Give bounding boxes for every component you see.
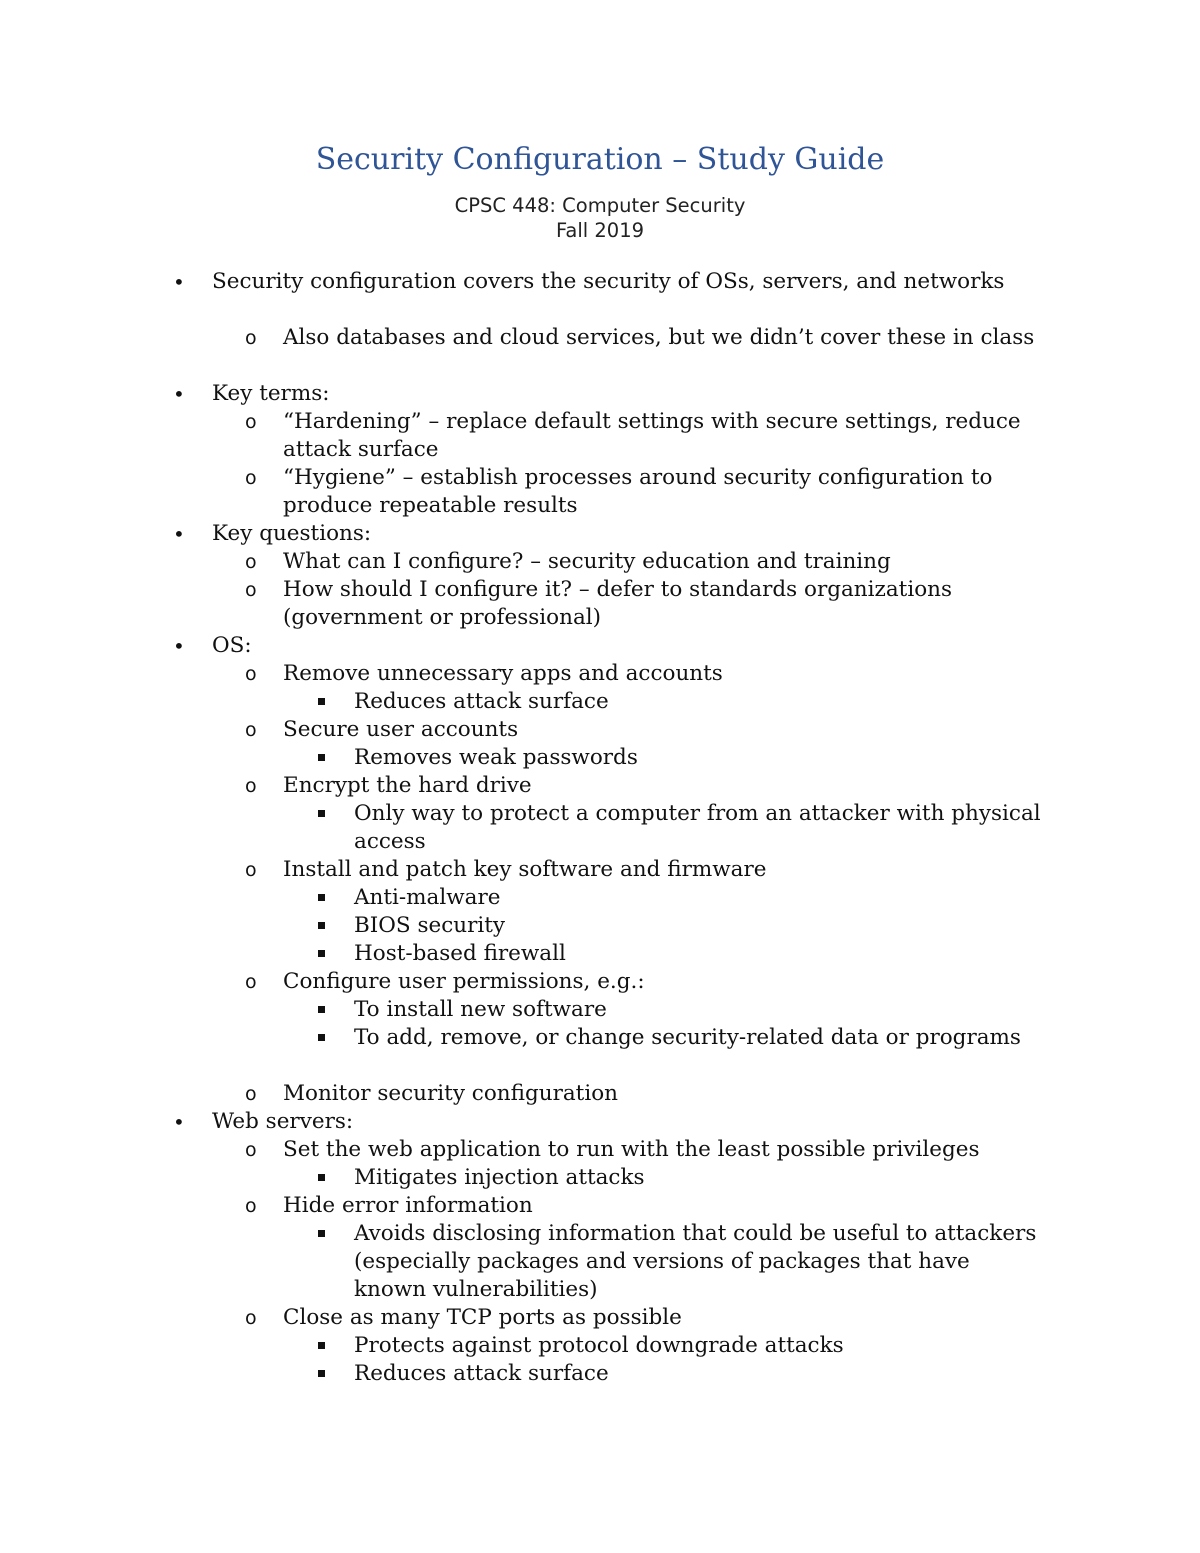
bullet-circle-icon: o: [245, 859, 257, 881]
outline-item-level-3: [0, 996, 1200, 1024]
outline-item-level-2: [0, 1192, 1200, 1220]
outline-item-level-3: [0, 800, 1200, 856]
outline-item-text: Close as many TCP ports as possible: [283, 1305, 682, 1330]
outline-item-text: What can I configure? – security education and training: [283, 549, 891, 574]
bullet-square-icon: [318, 1360, 325, 1386]
bullet-square-icon: [318, 1220, 325, 1246]
bullet-circle-icon: o: [245, 971, 257, 993]
outline-item-level-2: [0, 464, 1200, 520]
study-guide-outline: [0, 268, 1200, 1388]
bullet-circle-icon: o: [245, 1083, 257, 1105]
outline-item-level-2: [0, 408, 1200, 464]
bullet-circle-icon: o: [245, 1195, 257, 1217]
outline-item-text: Encrypt the hard drive: [283, 773, 532, 798]
bullet-circle-icon: o: [245, 663, 257, 685]
outline-item-level-3: [0, 940, 1200, 968]
bullet-square-icon: [318, 744, 325, 770]
bullet-square-icon: [318, 912, 325, 938]
bullet-circle-icon: o: [245, 719, 257, 741]
bullet-dot-icon: •: [173, 634, 185, 658]
outline-item-text: BIOS security: [354, 913, 506, 938]
bullet-dot-icon: •: [173, 522, 185, 546]
term: Fall 2019: [555, 219, 645, 242]
outline-item-level-2: [0, 968, 1200, 996]
outline-item-level-2: [0, 660, 1200, 688]
outline-item-text: Protects against protocol downgrade attacks: [354, 1333, 844, 1358]
outline-item-level-3: [0, 912, 1200, 940]
outline-item-text: Mitigates injection attacks: [354, 1165, 645, 1190]
outline-item-text: Secure user accounts: [283, 717, 519, 742]
outline-item-text: To install new software: [354, 997, 607, 1022]
outline-item-level-1: [0, 520, 1200, 548]
bullet-dot-icon: •: [173, 1110, 185, 1134]
outline-item-text: Web servers:: [212, 1109, 354, 1134]
outline-item-level-3: [0, 744, 1200, 772]
bullet-circle-icon: o: [245, 1139, 257, 1161]
outline-item-text: Reduces attack surface: [354, 1361, 609, 1386]
bullet-circle-icon: o: [245, 411, 257, 433]
bullet-square-icon: [318, 800, 325, 826]
outline-item-level-2: [0, 1136, 1200, 1164]
outline-item-text: Hide error information: [283, 1193, 533, 1218]
outline-item-text: Avoids disclosing information that could be useful to attackers (especially packages and versions of packages that have known vulnerabilities): [354, 1221, 1037, 1302]
outline-item-text: Host-based firewall: [354, 941, 566, 966]
outline-item-text: Remove unnecessary apps and accounts: [283, 661, 723, 686]
outline-item-level-2: [0, 716, 1200, 744]
outline-item-text: Also databases and cloud services, but we didn’t cover these in class: [283, 325, 1035, 350]
outline-item-text: “Hardening” – replace default settings with secure settings, reduce attack surface: [283, 409, 1021, 462]
outline-item-level-2: [0, 1080, 1200, 1108]
outline-item-text: Removes weak passwords: [354, 745, 638, 770]
outline-item-level-1: [0, 380, 1200, 408]
outline-item-level-1: [0, 1108, 1200, 1136]
outline-item-text: “Hygiene” – establish processes around security configuration to produce repeatable results: [283, 465, 993, 518]
outline-item-text: Key terms:: [212, 381, 330, 406]
outline-item-level-2: [0, 548, 1200, 576]
outline-item-text: Anti-malware: [354, 885, 501, 910]
outline-item-level-3: [0, 1360, 1200, 1388]
bullet-dot-icon: •: [173, 270, 185, 294]
bullet-square-icon: [318, 1164, 325, 1190]
outline-item-level-3: [0, 1220, 1200, 1304]
outline-item-level-3: [0, 1024, 1200, 1080]
bullet-circle-icon: o: [245, 467, 257, 489]
bullet-square-icon: [318, 996, 325, 1022]
outline-item-text: Monitor security configuration: [283, 1081, 618, 1106]
outline-item-level-3: [0, 884, 1200, 912]
bullet-square-icon: [318, 1332, 325, 1358]
outline-item-level-2: [0, 324, 1200, 380]
bullet-circle-icon: o: [245, 775, 257, 797]
outline-item-level-3: [0, 1164, 1200, 1192]
bullet-circle-icon: o: [245, 579, 257, 601]
bullet-circle-icon: o: [245, 1307, 257, 1329]
course-name: CPSC 448: Computer Security: [454, 194, 746, 217]
bullet-square-icon: [318, 688, 325, 714]
bullet-circle-icon: o: [245, 551, 257, 573]
bullet-dot-icon: •: [173, 382, 185, 406]
outline-item-level-2: [0, 772, 1200, 800]
bullet-square-icon: [318, 940, 325, 966]
outline-item-level-3: [0, 1332, 1200, 1360]
outline-item-text: Reduces attack surface: [354, 689, 609, 714]
outline-item-text: Only way to protect a computer from an attacker with physical access: [354, 801, 1041, 854]
outline-item-text: Configure user permissions, e.g.:: [283, 969, 645, 994]
outline-item-text: Security configuration covers the security of OSs, servers, and networks: [212, 269, 1005, 294]
bullet-square-icon: [318, 884, 325, 910]
outline-item-text: OS:: [212, 633, 252, 658]
outline-item-text: To add, remove, or change security-related data or programs: [354, 1025, 1021, 1050]
outline-item-level-2: [0, 1304, 1200, 1332]
outline-item-text: Set the web application to run with the least possible privileges: [283, 1137, 980, 1162]
bullet-square-icon: [318, 1024, 325, 1050]
outline-item-level-2: [0, 576, 1200, 632]
document-title: Security Configuration – Study Guide: [315, 142, 885, 177]
outline-item-level-1: [0, 268, 1200, 324]
outline-item-text: Install and patch key software and firmware: [283, 857, 767, 882]
outline-item-level-3: [0, 688, 1200, 716]
outline-item-level-2: [0, 856, 1200, 884]
outline-item-level-1: [0, 632, 1200, 660]
outline-item-text: Key questions:: [212, 521, 372, 546]
bullet-circle-icon: o: [245, 327, 257, 349]
outline-item-text: How should I configure it? – defer to standards organizations (government or professional): [283, 577, 953, 630]
